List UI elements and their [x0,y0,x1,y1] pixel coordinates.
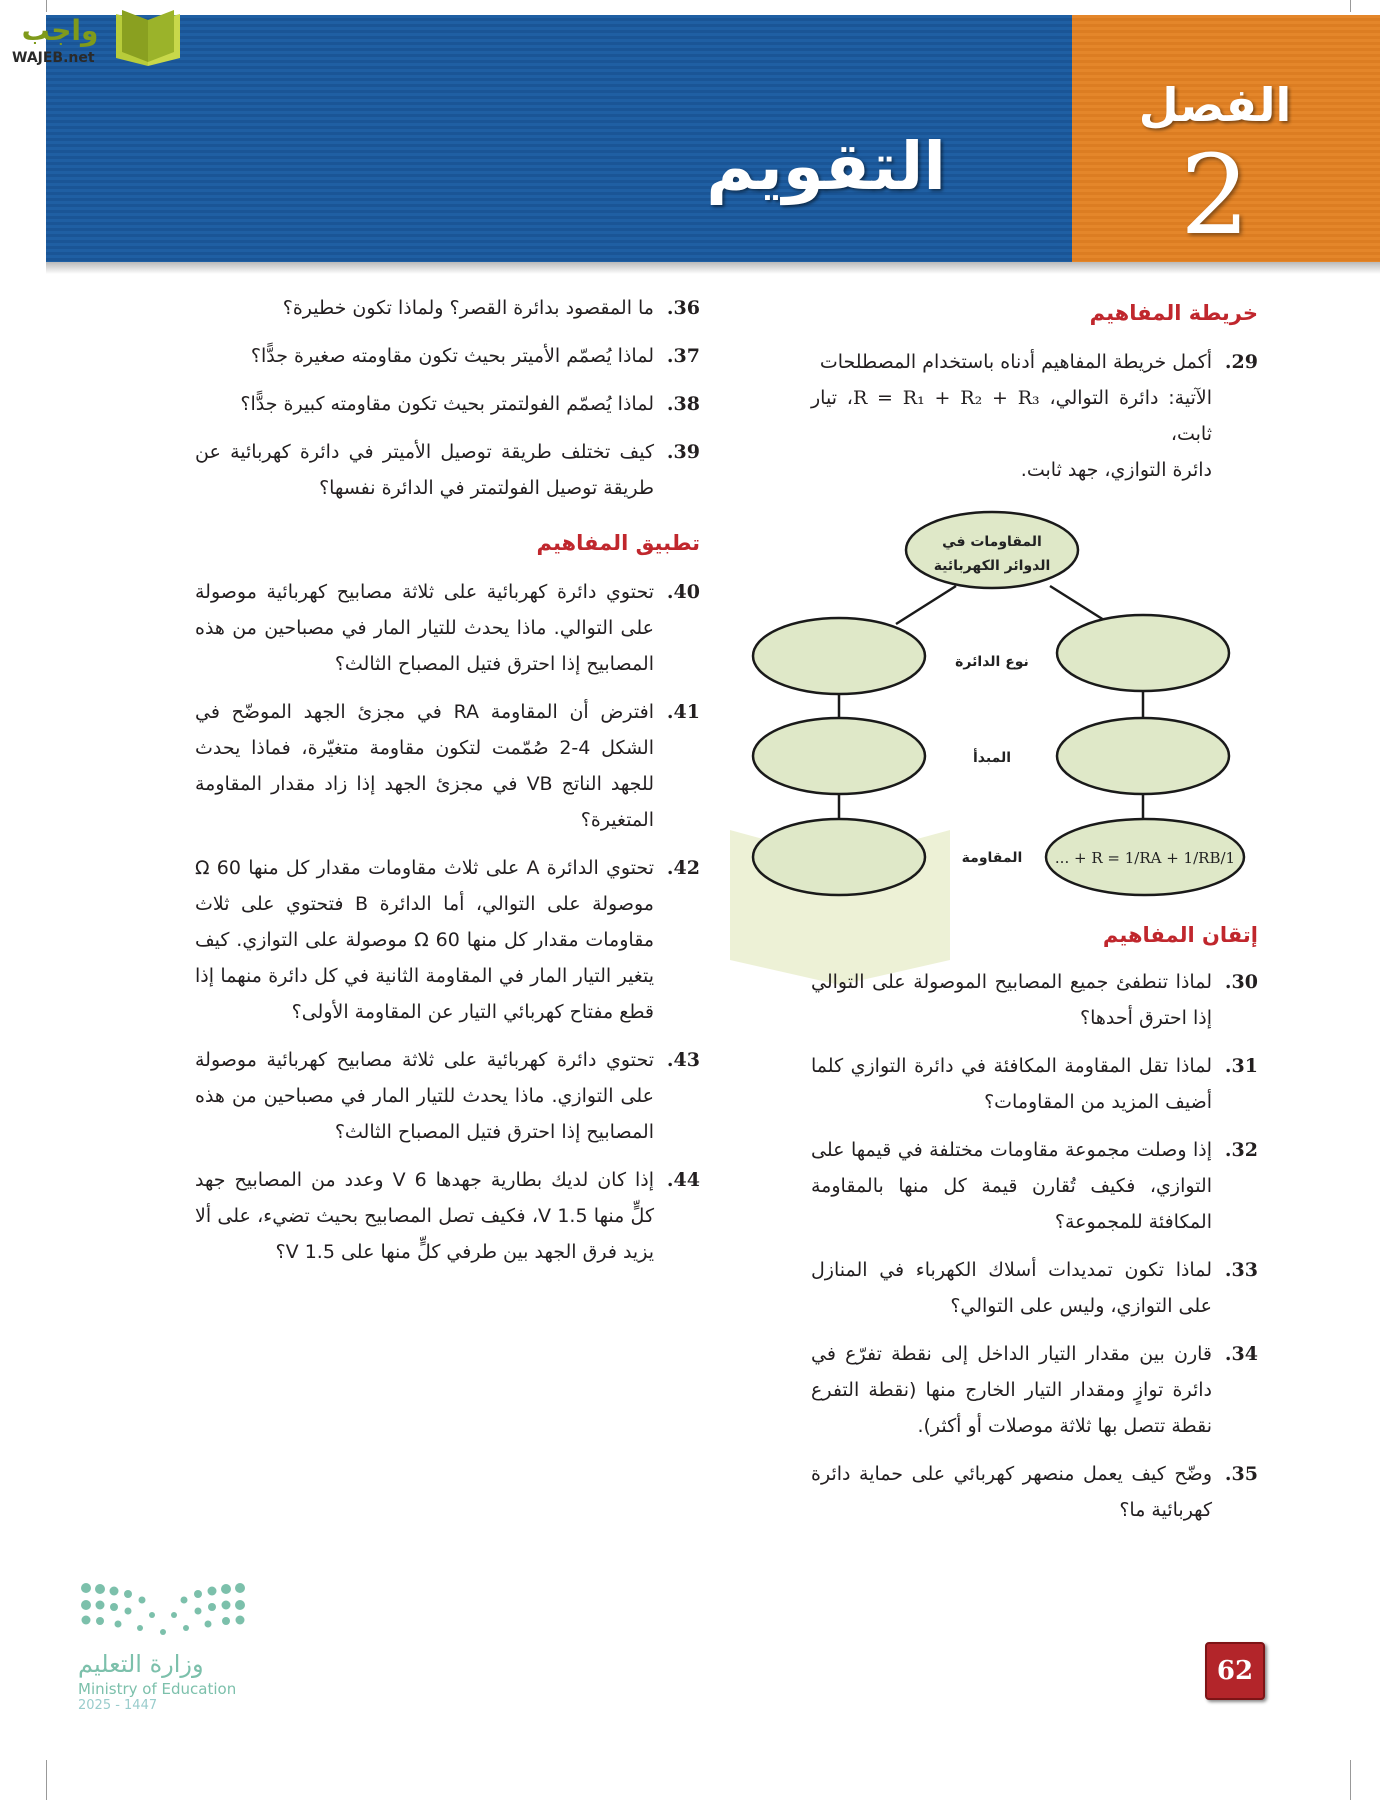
question-31 [811,1048,1258,1120]
question-number: 41. [666,701,700,723]
question-text: لماذا تنطفئ جميع المصابيح الموصولة على التوالي إذا احترق أحدها؟ [811,971,1212,1029]
parallel-resistance-formula: 1/R = 1/RA + 1/RB + ... [1054,849,1236,867]
section-heading-concept-map: خريطة المفاهيم [1089,301,1258,325]
ministry-dots-icon [78,1580,248,1640]
wajeb-logo[interactable] [8,4,198,72]
question-text: دائرة التوازي، جهد ثابت. [1020,459,1212,481]
question-text: لماذا تكون تمديدات أسلاك الكهرباء في المنازل على التوازي، وليس على التوالي؟ [811,1259,1212,1317]
question-number: 40. [666,581,700,603]
ministry-year: 2025 - 1447 [78,1698,158,1713]
question-39 [195,434,700,506]
map-node-blank [753,618,925,694]
section-heading-mastery: إتقان المفاهيم [1102,923,1258,947]
page-title: التقويم [706,128,946,205]
question-number: 39. [666,441,700,463]
map-connector [1050,586,1104,620]
question-32 [811,1132,1258,1240]
formula: R = R₁ + R₂ + R₃ [852,387,1040,409]
map-root-text: الدوائر الكهربائية [933,558,1051,574]
mastery-questions [811,964,1258,1540]
question-number: 32. [1224,1139,1258,1161]
map-node-root [906,512,1078,588]
question-number: 44. [666,1169,700,1191]
question-43 [195,1042,700,1150]
question-number: 42. [666,857,700,879]
crop-mark [1350,0,1351,12]
question-text: تحتوي الدائرة A على ثلاث مقاومات مقدار كل منها Ω 60 موصولة على التوالي، أما الدائرة B فتحتوي على ثلاث مقاومات مقدار كل منها Ω 60 موصولة على التوازي. كيف يتغير التيار المار في المقاومة الثانية في كل دائرة منهما إذا قطع مفتاح كهربائي التيار عن المقاومة الأولى؟ [195,857,654,1023]
chapter-label: الفصل [1138,78,1292,132]
map-row-label: نوع الدائرة [955,654,1029,670]
question-text: تحتوي دائرة كهربائية على ثلاثة مصابيح كهربائية موصولة على التوازي. ماذا يحدث للتيار المار في مصباحين من هذه المصابيح إذا احترق فتيل المصباح الثالث؟ [195,1049,654,1143]
map-root-text: المقاومات في [942,534,1042,550]
question-number: 31. [1224,1055,1258,1077]
map-row-label: المقاومة [961,850,1023,866]
question-34 [811,1336,1258,1444]
question-38 [195,386,700,422]
section-heading-application: تطبيق المفاهيم [536,531,700,555]
question-40 [195,574,700,682]
question-42 [195,850,700,1030]
book-icon [8,4,198,68]
map-connector [896,586,956,624]
ministry-of-education-logo [78,1580,258,1713]
left-column [195,290,700,1282]
question-number: 34. [1224,1343,1258,1365]
question-41 [195,694,700,838]
question-text: أكمل خريطة المفاهيم أدناه باستخدام المصطلحات [819,351,1212,373]
question-number: 35. [1224,1463,1258,1485]
question-text: إذا وصلت مجموعة مقاومات مختلفة في قيمها على التوازي، فكيف تُقارن قيمة كل منها بالمقاومة المكافئة للمجموعة؟ [811,1139,1212,1233]
question-text: ما المقصود بدائرة القصر؟ ولماذا تكون خطيرة؟ [282,297,654,319]
crop-mark [46,1760,47,1800]
concept-map [746,506,1246,906]
question-text: لماذا تقل المقاومة المكافئة في دائرة التوازي كلما أضيف المزيد من المقاومات؟ [811,1055,1212,1113]
question-text: لماذا يُصمّم الفولتمتر بحيث تكون مقاومته كبيرة جدًّا؟ [240,393,654,415]
logo-latin: WAJEB.net [12,50,95,66]
question-number: 43. [666,1049,700,1071]
question-text: وضّح كيف يعمل منصهر كهربائي على حماية دائرة كهربائية ما؟ [811,1463,1212,1521]
chapter-number: 2 [1180,131,1250,259]
map-node-blank [1057,615,1229,691]
question-text: لماذا يُصمّم الأميتر بحيث تكون مقاومته صغيرة جدًّا؟ [250,345,654,367]
question-35 [811,1456,1258,1528]
question-number: 37. [666,345,700,367]
mastery-questions-continued [195,290,700,518]
logo-arabic: واجب [21,14,99,47]
question-text: إذا كان لديك بطارية جهدها 6 V وعدد من المصابيح جهد كلٍّ منها 1.5 V، فكيف تصل المصابيح بحيث تضيء، على ألا يزيد فرق الجهد بين طرفي كلٍّ منها على 1.5 V؟ [195,1169,655,1263]
header-shadow [46,262,1380,274]
ministry-english: Ministry of Education [78,1680,237,1698]
question-text: قارن بين مقدار التيار الداخل إلى نقطة تفرّع في دائرة توازٍ ومقدار التيار الخارج منها (نقطة التفرع نقطة تتصل بها ثلاثة موصلات أو أكثر). [811,1343,1212,1437]
question-text: الآتية: دائرة التوالي، [1039,387,1212,409]
question-29 [811,344,1258,488]
question-text: كيف تختلف طريقة توصيل الأميتر في دائرة كهربائية عن طريقة توصيل الفولتمتر في الدائرة نفسها؟ [195,441,654,499]
question-number: 30. [1224,971,1258,993]
ministry-arabic: وزارة التعليم [78,1650,204,1678]
map-node-blank [753,718,925,794]
page-number: 62 [1205,1642,1265,1700]
right-column [746,298,1258,1540]
map-node-blank [753,819,925,895]
crop-mark [1350,1760,1351,1800]
question-number: 36. [666,297,700,319]
question-44 [195,1162,700,1270]
question-number: 38. [666,393,700,415]
question-number: 29. [1224,351,1258,373]
map-node-blank [1057,718,1229,794]
question-text: افترض أن المقاومة RA في مجزئ الجهد الموضّح في الشكل 4-2 صُمّمت لتكون مقاومة متغيّرة، فماذا يحدث للجهد الناتج VB في مجزئ الجهد إذا زاد مقدار المقاومة المتغيرة؟ [195,701,655,831]
question-37 [195,338,700,374]
question-33 [811,1252,1258,1324]
question-text: تحتوي دائرة كهربائية على ثلاثة مصابيح كهربائية موصولة على التوالي. ماذا يحدث للتيار المار في مصباحين من هذه المصابيح إذا احترق فتيل المصباح الثالث؟ [195,581,654,675]
question-number: 33. [1224,1259,1258,1281]
map-row-label: المبدأ [972,750,1012,766]
question-36 [195,290,700,326]
application-questions [195,574,700,1282]
question-30 [811,964,1258,1036]
question-text: ، تيار ثابت، [811,387,1212,445]
